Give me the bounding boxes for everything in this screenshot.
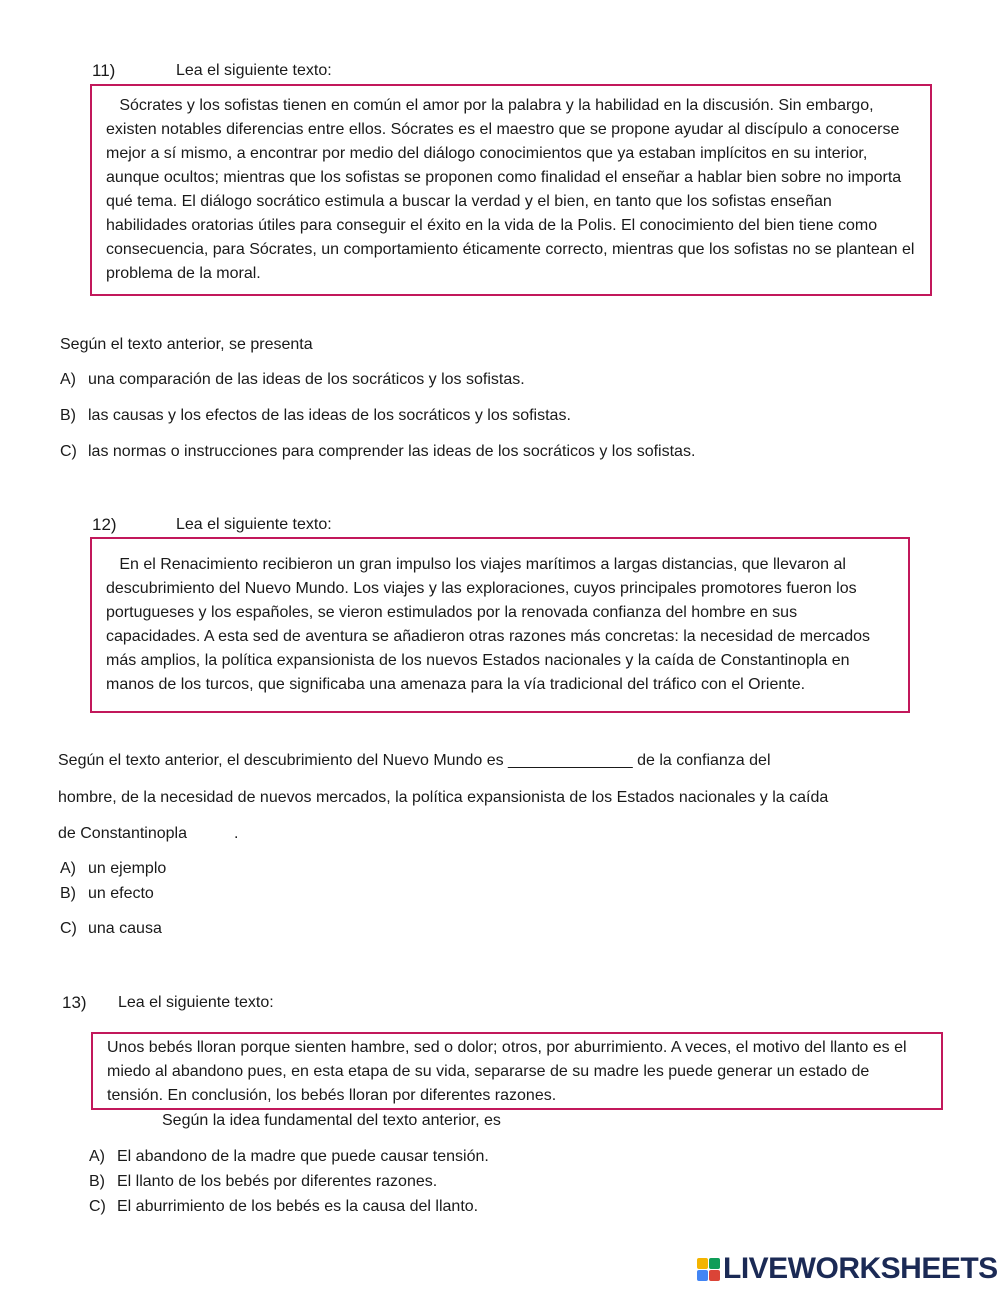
passage-line: mejor a sí mismo, a encontrar por medio del diálogo conocimientos que ya estaban implícitos en su interior, — [106, 145, 868, 162]
q12-option-b[interactable] — [60, 885, 154, 903]
q12-question-line2: hombre, de la necesidad de nuevos mercados, la política expansionista de los Estados nacionales y la caída — [58, 789, 829, 806]
passage-line: problema de la moral. — [106, 265, 261, 282]
option-letter: A) — [89, 1148, 105, 1165]
passage-line: tensión. En conclusión, los bebés lloran por diferentes razones. — [107, 1087, 557, 1104]
passage-line: capacidades. A esta sed de aventura se añadieron otras razones más concretas: la necesidad de mercados — [106, 628, 871, 645]
option-text: El abandono de la madre que puede causar tensión. — [117, 1148, 489, 1165]
q13-option-c[interactable] — [89, 1198, 478, 1216]
option-letter: C) — [60, 443, 77, 460]
q12-option-c[interactable] — [60, 920, 162, 938]
passage-line: más amplios, la política expansionista de los nuevos Estados nacionales y la caída de Constantinopla en — [106, 652, 850, 669]
option-text: las normas o instrucciones para comprender las ideas de los socráticos y los sofistas. — [88, 443, 696, 460]
passage-line: habilidades oratorias útiles para conseguir el éxito en la vida de la Polis. El conocimiento del bien tiene como — [106, 217, 878, 234]
q13-prompt: Lea el siguiente texto: — [118, 994, 274, 1011]
passage-line: aunque ocultos; mientras que los sofistas se proponen como finalidad el enseñar a hablar bien sobre no importa — [106, 169, 902, 186]
q11-prompt: Lea el siguiente texto: — [176, 62, 332, 79]
logo-block — [709, 1258, 720, 1269]
passage-line: existen notables diferencias entre ellos. Sócrates es el maestro que se propone ayudar al discípulo a conocerse — [106, 121, 900, 138]
passage-line: Unos bebés lloran porque sienten hambre, sed o dolor; otros, por aburrimiento. A veces, el motivo del llanto es el — [107, 1039, 907, 1056]
logo-block — [697, 1270, 708, 1281]
q12-prompt: Lea el siguiente texto: — [176, 516, 332, 533]
option-letter: B) — [89, 1173, 105, 1190]
logo-blocks-icon — [697, 1258, 720, 1281]
option-text: una comparación de las ideas de los socráticos y los sofistas. — [88, 371, 525, 388]
q11-option-c[interactable] — [60, 443, 695, 461]
logo-block — [697, 1258, 708, 1269]
q11-passage-box — [90, 84, 932, 296]
option-text: un efecto — [88, 885, 154, 902]
passage-line: qué tema. El diálogo socrático estimula a buscar la verdad y el bien, en tanto que los sofistas enseñan — [106, 193, 832, 210]
option-text: una causa — [88, 920, 162, 937]
option-letter: A) — [60, 860, 76, 877]
q12-option-a[interactable] — [60, 860, 166, 878]
passage-line: miedo al abandono pues, en esta etapa de su vida, separarse de su madre les puede generar un estado de — [107, 1063, 870, 1080]
q12-question-line3: de Constantinopla — [58, 825, 187, 842]
passage-line: consecuencia, para Sócrates, un comportamiento éticamente correcto, mientras que los sofistas no se plantean el — [106, 241, 915, 258]
option-text: un ejemplo — [88, 860, 167, 877]
option-letter: C) — [60, 920, 77, 937]
option-text: las causas y los efectos de las ideas de los socráticos y los sofistas. — [88, 407, 571, 424]
option-text: El aburrimiento de los bebés es la causa del llanto. — [117, 1198, 479, 1215]
q11-number: 11) — [92, 61, 116, 80]
option-letter: C) — [89, 1198, 106, 1215]
passage-line: En el Renacimiento recibieron un gran impulso los viajes marítimos a largas distancias, que llevaron al — [106, 556, 846, 573]
q13-option-b[interactable] — [89, 1173, 437, 1191]
q11-question: Según el texto anterior, se presenta — [60, 336, 313, 353]
logo-block — [709, 1270, 720, 1281]
passage-line: descubrimiento del Nuevo Mundo. Los viajes y las exploraciones, cuyos principales promotores fueron los — [106, 580, 857, 597]
q11-option-b[interactable] — [60, 407, 571, 425]
q12-passage-box — [90, 537, 910, 713]
option-text: El llanto de los bebés por diferentes razones. — [117, 1173, 438, 1190]
logo-text: LIVEWORKSHEETS — [723, 1252, 998, 1285]
q12-question-line1: Según el texto anterior, el descubrimiento del Nuevo Mundo es ______________ de la confianza del — [58, 752, 771, 769]
q13-question: Según la idea fundamental del texto anterior, es — [162, 1112, 501, 1129]
passage-line: Sócrates y los sofistas tienen en común el amor por la palabra y la habilidad en la discusión. Sin embargo, — [106, 97, 874, 114]
option-letter: B) — [60, 407, 76, 424]
option-letter: A) — [60, 371, 76, 388]
passage-line: manos de los turcos, que significaba una amenaza para la vía tradicional del tráfico con el Oriente. — [106, 676, 806, 693]
q13-number: 13) — [62, 993, 87, 1012]
q12-question-period: . — [234, 825, 239, 842]
q13-option-a[interactable] — [89, 1148, 489, 1166]
option-letter: B) — [60, 885, 76, 902]
liveworksheets-logo[interactable] — [697, 1252, 998, 1286]
q11-option-a[interactable] — [60, 371, 525, 389]
passage-line: portugueses y los españoles, se vieron estimulados por la renovada confianza del hombre en sus — [106, 604, 798, 621]
q13-passage-box — [91, 1032, 943, 1110]
q12-number: 12) — [92, 515, 117, 534]
